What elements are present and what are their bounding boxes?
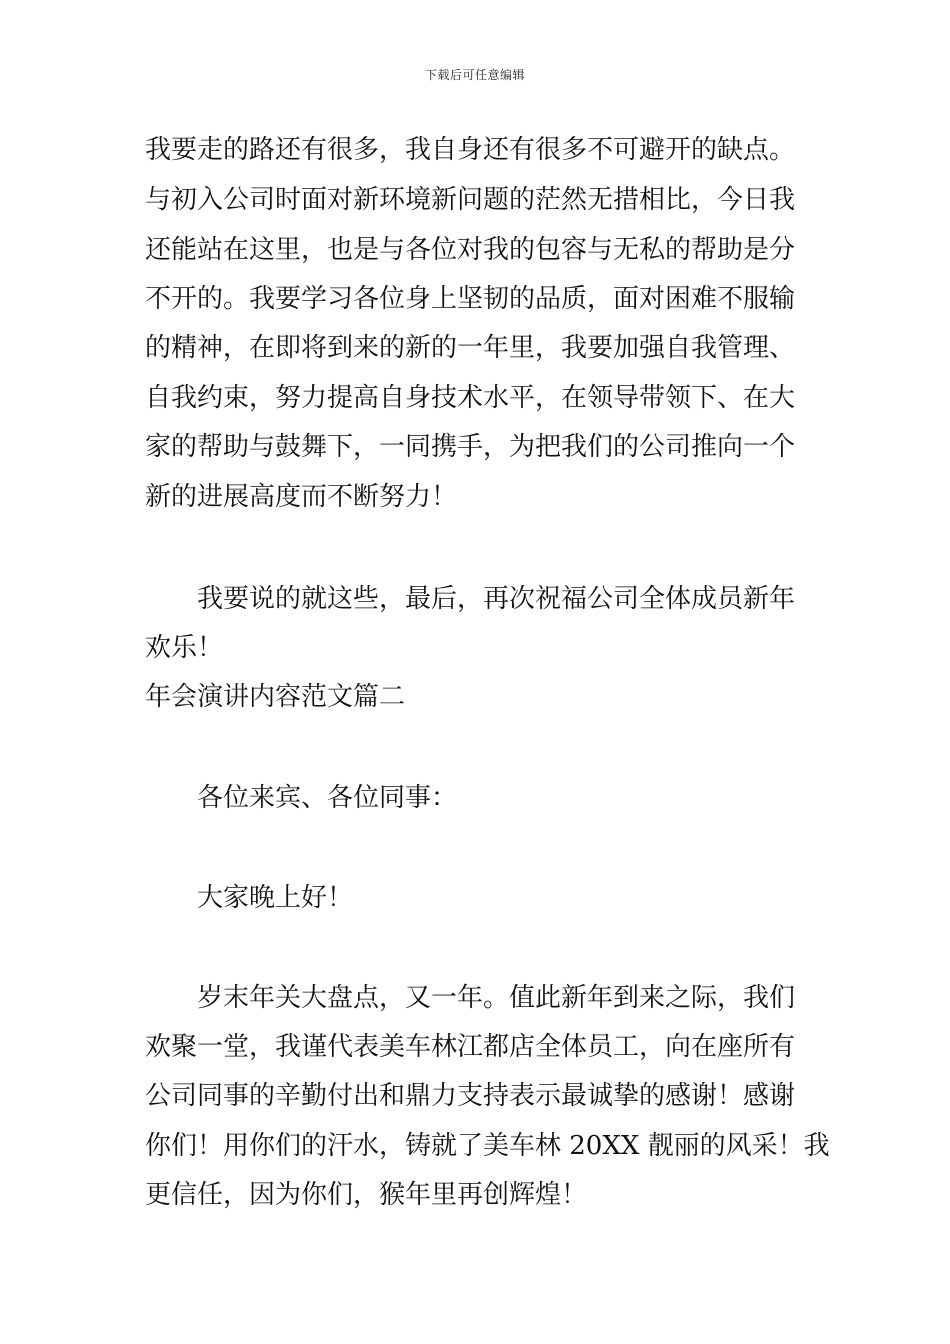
paragraph-line: 不开的。我要学习各位身上坚韧的品质，面对困难不服输 — [145, 284, 796, 314]
paragraph-line: 家的帮助与鼓舞下，一同携手，为把我们的公司推向一个 — [145, 432, 796, 462]
paragraph-line: 岁末年关大盘点，又一年。值此新年到来之际，我们 — [197, 983, 796, 1013]
paragraph-line: 新的进展高度而不断努力！ — [145, 482, 458, 512]
paragraph-line: 你们！用你们的汗水，铸就了美车林 20XX 靓丽的风采！我 — [145, 1131, 830, 1161]
paragraph-line: 与初入公司时面对新环境新问题的茫然无措相比，今日我 — [145, 185, 796, 215]
paragraph-line: 更信任，因为你们，猴年里再创辉煌！ — [145, 1180, 588, 1210]
section-title: 年会演讲内容范文篇二 — [145, 682, 406, 712]
salutation: 各位来宾、各位同事： — [197, 783, 458, 813]
paragraph-line: 的精神，在即将到来的新的一年里，我要加强自我管理、 — [145, 333, 796, 363]
paragraph-line: 欢聚一堂，我谨代表美车林江都店全体员工，向在座所有 — [145, 1032, 796, 1062]
paragraph-line: 我要说的就这些，最后，再次祝福公司全体成员新年 — [197, 584, 796, 614]
paragraph-line: 我要走的路还有很多，我自身还有很多不可避开的缺点。 — [145, 135, 796, 165]
greeting: 大家晚上好！ — [197, 883, 354, 913]
paragraph-line: 公司同事的辛勤付出和鼎力支持表示最诚挚的感谢！感谢 — [145, 1081, 796, 1111]
page-header: 下载后可任意编辑 — [424, 68, 525, 82]
paragraph-line: 还能站在这里，也是与各位对我的包容与无私的帮助是分 — [145, 235, 796, 265]
paragraph-line: 欢乐！ — [145, 633, 224, 663]
paragraph-line: 自我约束，努力提高自身技术水平，在领导带领下、在大 — [145, 383, 796, 413]
